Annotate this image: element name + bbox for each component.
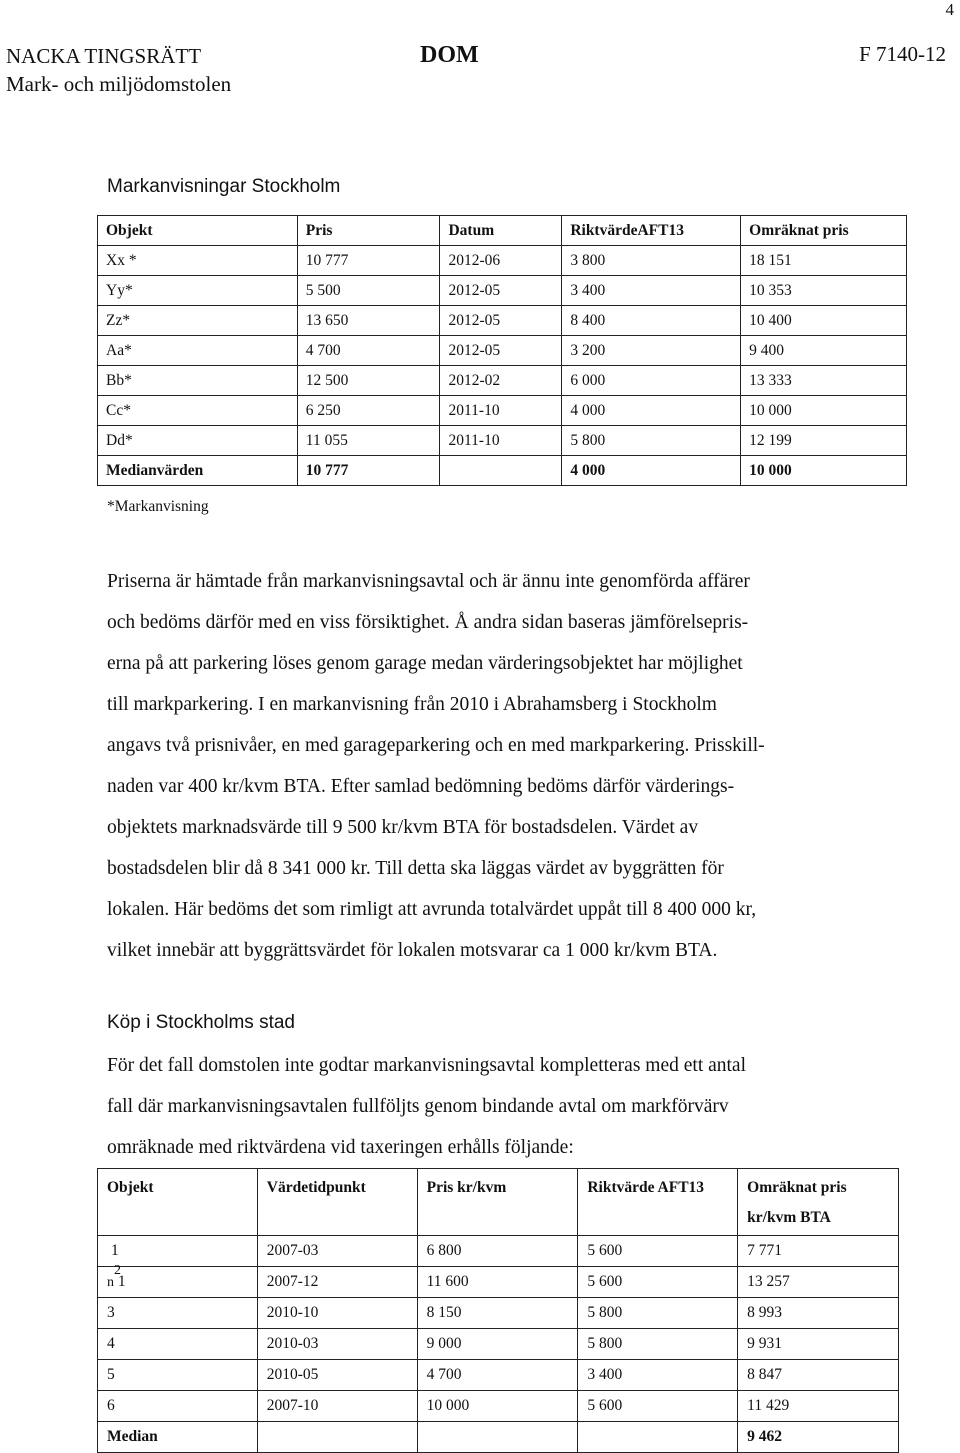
cell-pris: 4 700 [417, 1360, 578, 1391]
cell-omraknat: 10 353 [741, 276, 907, 306]
cell-riktvarde: 5 600 [578, 1391, 738, 1422]
cell-datum: 2012-05 [440, 306, 562, 336]
cell-pris: 5 500 [297, 276, 440, 306]
case-number: F 7140-12 [859, 42, 946, 66]
objekt-superscript: 2 [114, 1263, 121, 1278]
column-header: Pris [297, 216, 440, 246]
cell-riktvarde: 5 600 [578, 1236, 738, 1267]
column-header: RiktvärdeAFT13 [562, 216, 741, 246]
cell-omraknat: 10 400 [741, 306, 907, 336]
table-row [98, 426, 907, 456]
cell-objekt: Zz* [98, 306, 298, 336]
markanvisningar-table [97, 215, 907, 486]
cell-datum: 2012-05 [440, 276, 562, 306]
cell-riktvarde: 3 200 [562, 336, 741, 366]
median-row [98, 456, 907, 486]
cell-pris: 6 250 [297, 396, 440, 426]
cell-omraknat: 12 199 [741, 426, 907, 456]
cell-riktvarde: 8 400 [562, 306, 741, 336]
cell-riktvarde: 3 400 [562, 276, 741, 306]
court-header [6, 42, 231, 98]
cell-omraknat: 13 333 [741, 366, 907, 396]
cell-tid: 2007-03 [257, 1236, 417, 1267]
cell-pris: 13 650 [297, 306, 440, 336]
cell-pris: 4 700 [297, 336, 440, 366]
cell-omraknat: 13 257 [738, 1267, 899, 1298]
table-row [98, 246, 907, 276]
cell-objekt: 6 [98, 1391, 258, 1422]
text-line: till markparkering. I en markanvisning från 2010 i Abrahamsberg i Stockholm [107, 694, 717, 715]
median-row [98, 1422, 899, 1453]
column-header: Värdetidpunkt [257, 1169, 417, 1236]
median-empty [578, 1422, 738, 1453]
column-header: Omräknat pris kr/kvm BTA [738, 1169, 899, 1236]
cell-datum: 2011-10 [440, 396, 562, 426]
table-row [98, 1267, 899, 1298]
objekt-prefix: n [107, 1275, 114, 1290]
cell-riktvarde: 5 800 [578, 1329, 738, 1360]
median-empty [257, 1422, 417, 1453]
table-row [98, 1360, 899, 1391]
cell-objekt: 5 [98, 1360, 258, 1391]
cell-datum: 2011-10 [440, 426, 562, 456]
cell-riktvarde: 3 400 [578, 1360, 738, 1391]
column-header: Riktvärde AFT13 [578, 1169, 738, 1236]
column-header: Datum [440, 216, 562, 246]
section-title-markanvisningar: Markanvisningar Stockholm [107, 176, 341, 197]
cell-objekt: 3 [98, 1298, 258, 1329]
cell-pris: 8 150 [417, 1298, 578, 1329]
cell-objekt: 4 [98, 1329, 258, 1360]
text-line: bostadsdelen blir då 8 341 000 kr. Till detta ska läggas värdet av byggrätten för [107, 858, 724, 879]
table-row [98, 1298, 899, 1329]
cell-omraknat: 18 151 [741, 246, 907, 276]
text-line: För det fall domstolen inte godtar markanvisningsavtal kompletteras med ett antal [107, 1055, 747, 1076]
court-division: Mark- och miljödomstolen [6, 72, 232, 96]
cell-objekt: Yy* [98, 276, 298, 306]
cell-pris: 12 500 [297, 366, 440, 396]
median-label: Medianvärden [98, 456, 298, 486]
cell-tid: 2010-03 [257, 1329, 417, 1360]
paragraph-priserna [107, 561, 897, 971]
text-line: erna på att parkering löses genom garage medan värderingsobjektet har möjlighet [107, 653, 743, 674]
cell-riktvarde: 5 800 [578, 1298, 738, 1329]
cell-tid: 2010-10 [257, 1298, 417, 1329]
cell-datum: 2012-05 [440, 336, 562, 366]
median-datum [440, 456, 562, 486]
cell-pris: 10 777 [297, 246, 440, 276]
table-row [98, 336, 907, 366]
cell-omraknat: 9 931 [738, 1329, 899, 1360]
table-footnote: *Markanvisning [107, 498, 209, 515]
column-header: Objekt [98, 216, 298, 246]
text-line: fall där markanvisningsavtalen fullföljts genom bindande avtal om markförvärv [107, 1096, 729, 1117]
column-header: Objekt [98, 1169, 258, 1236]
cell-omraknat: 11 429 [738, 1391, 899, 1422]
table-row [98, 306, 907, 336]
table-row [98, 1329, 899, 1360]
cell-pris: 9 000 [417, 1329, 578, 1360]
table-row [98, 1391, 899, 1422]
cell-pris: 6 800 [417, 1236, 578, 1267]
document-type: DOM [420, 42, 479, 68]
cell-objekt [98, 1263, 258, 1298]
cell-pris: 11 055 [297, 426, 440, 456]
cell-objekt: Cc* [98, 396, 298, 426]
cell-omraknat: 7 771 [738, 1236, 899, 1267]
column-header: Omräknat pris [741, 216, 907, 246]
cell-riktvarde: 5 800 [562, 426, 741, 456]
cell-datum: 2012-02 [440, 366, 562, 396]
median-omraknat: 10 000 [741, 456, 907, 486]
cell-datum: 2012-06 [440, 246, 562, 276]
cell-omraknat: 10 000 [741, 396, 907, 426]
table-row [98, 396, 907, 426]
median-empty [417, 1422, 578, 1453]
section-title-kop: Köp i Stockholms stad [107, 1012, 295, 1033]
cell-tid: 2007-10 [257, 1391, 417, 1422]
text-line: vilket innebär att byggrättsvärdet för lokalen motsvarar ca 1 000 kr/kvm BTA. [107, 940, 718, 961]
median-omraknat: 9 462 [738, 1422, 899, 1453]
kop-table [97, 1168, 899, 1453]
text-line: omräknade med riktvärdena vid taxeringen erhålls följande: [107, 1137, 574, 1158]
cell-tid: 2010-05 [257, 1360, 417, 1391]
cell-pris: 10 000 [417, 1391, 578, 1422]
median-label: Median [98, 1422, 258, 1453]
median-pris: 10 777 [297, 456, 440, 486]
objekt-value: 1 [111, 1242, 119, 1259]
objekt-value: 1 [117, 1273, 126, 1290]
cell-riktvarde: 4 000 [562, 396, 741, 426]
table-header-row [98, 1169, 899, 1236]
table-header-row [98, 216, 907, 246]
paragraph-kop-intro [107, 1045, 897, 1168]
cell-objekt: Aa* [98, 336, 298, 366]
cell-objekt: Bb* [98, 366, 298, 396]
column-header: Pris kr/kvm [417, 1169, 578, 1236]
cell-objekt [98, 1236, 258, 1267]
text-line: naden var 400 kr/kvm BTA. Efter samlad bedömning bedöms därför värderings- [107, 776, 735, 797]
table-row [98, 1236, 899, 1267]
cell-omraknat: 8 847 [738, 1360, 899, 1391]
page-number: 4 [945, 0, 954, 19]
cell-objekt: Xx * [98, 246, 298, 276]
table-row [98, 366, 907, 396]
cell-omraknat: 9 400 [741, 336, 907, 366]
text-line: och bedöms därför med en viss försiktighet. Å andra sidan baseras jämförelsepris- [107, 612, 749, 633]
court-name: NACKA TINGSRÄTT [6, 44, 202, 68]
cell-pris: 11 600 [417, 1267, 578, 1298]
text-line: lokalen. Här bedöms det som rimligt att avrunda totalvärdet uppåt till 8 400 000 kr, [107, 899, 757, 920]
median-riktvarde: 4 000 [562, 456, 741, 486]
cell-riktvarde: 5 600 [578, 1267, 738, 1298]
cell-riktvarde: 3 800 [562, 246, 741, 276]
cell-objekt: Dd* [98, 426, 298, 456]
text-line: objektets marknadsvärde till 9 500 kr/kvm BTA för bostadsdelen. Värdet av [107, 817, 699, 838]
text-line: Priserna är hämtade från markanvisningsavtal och är ännu inte genomförda affärer [107, 571, 750, 592]
text-line: angavs två prisnivåer, en med garageparkering och en med markparkering. Prisskill- [107, 735, 765, 756]
table-row [98, 276, 907, 306]
cell-omraknat: 8 993 [738, 1298, 899, 1329]
cell-riktvarde: 6 000 [562, 366, 741, 396]
cell-tid: 2007-12 [257, 1267, 417, 1298]
